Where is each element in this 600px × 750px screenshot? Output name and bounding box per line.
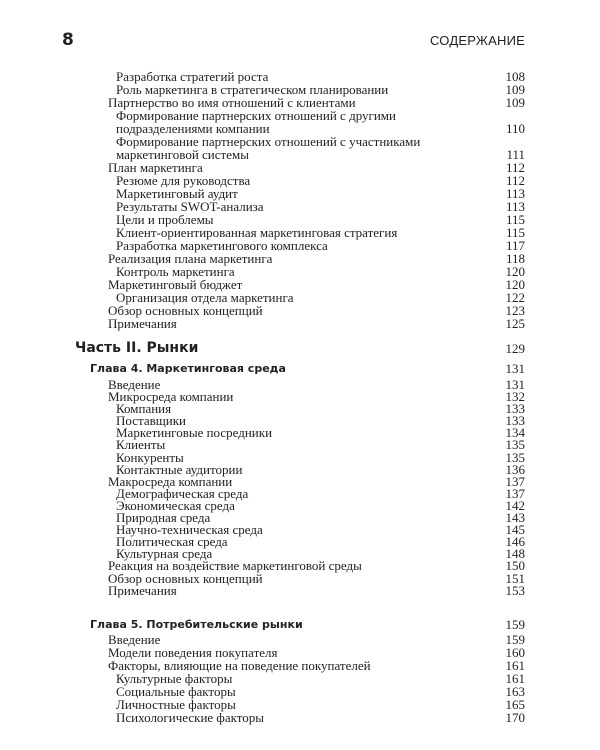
toc-entry-page: 113	[505, 186, 525, 201]
toc-entry[interactable]	[0, 711, 600, 724]
toc-entry-page: 115	[505, 212, 525, 227]
toc-entry-page: 115	[505, 225, 525, 240]
toc-entry-page: 160	[505, 645, 525, 660]
toc-entry-page: 136	[505, 461, 525, 477]
toc-entry-page: 133	[505, 401, 525, 417]
toc-entry-page: 151	[505, 570, 525, 586]
toc-entry-page: 148	[505, 546, 525, 562]
toc-entry-title: Личностные факторы	[116, 697, 236, 712]
toc-entry[interactable]	[0, 317, 600, 330]
toc-entry-title: Демографическая среда	[116, 485, 249, 501]
toc-entry-title: Факторы, влияющие на поведение покупателей	[108, 658, 371, 673]
toc-entry-title: Маркетинговые посредники	[116, 425, 273, 441]
toc-block-3	[0, 633, 600, 724]
toc-entry-title: Разработка маркетингового комплекса	[116, 238, 328, 253]
toc-entry-page: 145	[505, 522, 525, 538]
toc-block-2	[0, 379, 600, 597]
toc-entry-page: 120	[505, 277, 525, 292]
toc-entry-page: 133	[505, 413, 525, 429]
toc-entry-title: Культурная среда	[116, 546, 213, 562]
toc-entry-page: 161	[505, 671, 525, 686]
toc-entry-title: Введение	[108, 632, 161, 647]
toc-entry[interactable]	[0, 582, 600, 598]
toc-entry-page: 112	[505, 173, 525, 188]
toc-entry-title: Клиенты	[116, 437, 166, 453]
toc-entry-title: Реакция на воздействие маркетинговой среды	[108, 558, 362, 574]
toc-entry-title: Политическая среда	[116, 534, 228, 550]
chapter-title: Глава 4. Маркетинговая среда	[90, 362, 286, 375]
toc-entry-title: Природная среда	[116, 510, 211, 526]
toc-entry-title: Маркетинговый бюджет	[108, 277, 243, 292]
toc-part-2[interactable]	[75, 340, 525, 356]
toc-entry-title: Реализация плана маркетинга	[108, 251, 273, 266]
toc-entry-title: Экономическая среда	[116, 497, 235, 513]
toc-entry-title: Партнерство во имя отношений с клиентами	[108, 95, 356, 110]
toc-entry-page: 170	[505, 710, 525, 725]
chapter-page: 131	[505, 361, 525, 376]
toc-entry-title: Формирование партнерских отношений с другими подразделениями компании	[116, 108, 396, 136]
toc-entry-page: 109	[505, 82, 525, 97]
toc-entry-title: Поставщики	[116, 413, 186, 429]
toc-entry-title: Разработка стратегий роста	[116, 69, 269, 84]
toc-entry[interactable]	[0, 109, 600, 135]
page-number: 8	[62, 30, 74, 50]
toc-entry-page: 163	[505, 684, 525, 699]
toc-entry-page: 153	[505, 582, 525, 598]
toc-entry-title: Модели поведения покупателя	[108, 645, 278, 660]
toc-entry-title: Микросреда компании	[108, 389, 234, 405]
toc-entry-page: 143	[505, 510, 525, 526]
toc-entry-page: 146	[505, 534, 525, 550]
toc-entry-title: Контроль маркетинга	[116, 264, 235, 279]
toc-entry-page: 159	[505, 632, 525, 647]
toc-entry-page: 150	[505, 558, 525, 574]
toc-entry-page: 122	[505, 290, 525, 305]
toc-entry-page: 113	[505, 199, 525, 214]
toc-entry-title: Роль маркетинга в стратегическом планировании	[116, 82, 389, 97]
toc-entry-title: Результаты SWOT-анализа	[116, 199, 264, 214]
toc-entry-page: 118	[505, 251, 525, 266]
toc-entry-title: План маркетинга	[108, 160, 203, 175]
running-title: СОДЕРЖАНИЕ	[429, 33, 525, 48]
toc-entry-page: 112	[505, 160, 525, 175]
toc-entry-page: 110	[505, 121, 525, 136]
part-title: Часть II. Рынки	[75, 340, 199, 356]
toc-entry-title: Психологические факторы	[116, 710, 265, 725]
toc-entry-title: Культурные факторы	[116, 671, 233, 686]
toc-entry-page: 135	[505, 449, 525, 465]
toc-entry-page: 120	[505, 264, 525, 279]
chapter-title: Глава 5. Потребительские рынки	[90, 618, 303, 631]
toc-entry-title: Компания	[116, 401, 172, 417]
toc-entry-title: Клиент-ориентированная маркетинговая стратегия	[116, 225, 398, 240]
toc-entry-page: 135	[505, 437, 525, 453]
toc-entry[interactable]	[0, 135, 600, 161]
toc-entry-page: 131	[505, 377, 525, 392]
toc-entry-title: Примечания	[108, 582, 177, 598]
toc-entry-page: 111	[506, 147, 525, 162]
toc-entry-page: 125	[505, 316, 525, 331]
toc-entry-page: 137	[505, 473, 525, 489]
toc-entry-title: Научно-техническая среда	[116, 522, 263, 538]
toc-entry-title: Организация отдела маркетинга	[116, 290, 294, 305]
part-page: 129	[505, 341, 525, 356]
toc-entry-page: 117	[505, 238, 525, 253]
toc-block-1	[0, 70, 600, 330]
toc-entry-page: 109	[505, 95, 525, 110]
toc-entry-title: Резюме для руководства	[116, 173, 251, 188]
toc-entry-page: 132	[505, 389, 525, 405]
toc-entry-title: Введение	[108, 377, 161, 392]
toc-chapter-4[interactable]	[90, 362, 525, 375]
toc-entry-title: Цели и проблемы	[116, 212, 214, 227]
toc-entry-page: 161	[505, 658, 525, 673]
toc-chapter-5[interactable]	[90, 618, 525, 631]
toc-entry-page: 134	[505, 425, 525, 441]
toc-entry-title: Обзор основных концепций	[108, 570, 263, 586]
toc-entry-title: Примечания	[108, 316, 177, 331]
toc-entry-page: 108	[505, 69, 525, 84]
toc-entry-page: 123	[505, 303, 525, 318]
toc-entry-title: Контактные аудитории	[116, 461, 243, 477]
toc-entry-title: Социальные факторы	[116, 684, 236, 699]
toc-entry-page: 137	[505, 485, 525, 501]
toc-entry-title: Формирование партнерских отношений с участниками маркетинговой системы	[116, 134, 421, 162]
toc-entry-page: 165	[505, 697, 525, 712]
toc-entry-title: Макросреда компании	[108, 473, 233, 489]
chapter-page: 159	[505, 617, 525, 632]
toc-entry-title: Конкуренты	[116, 449, 184, 465]
toc-entry-title: Маркетинговый аудит	[116, 186, 238, 201]
toc-entry-title: Обзор основных концепций	[108, 303, 263, 318]
toc-entry-page: 142	[505, 497, 525, 513]
